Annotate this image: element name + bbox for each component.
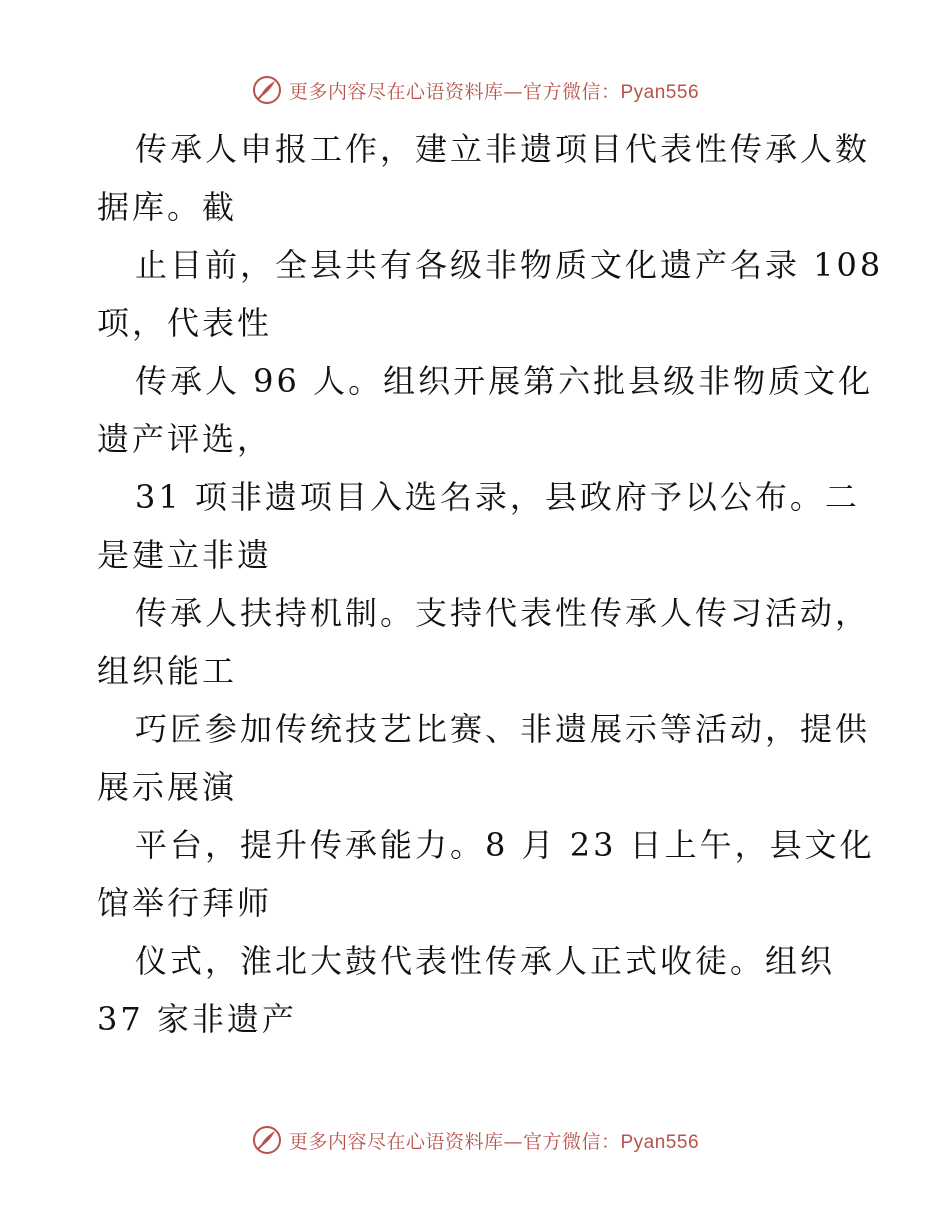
watermark-text: 更多内容尽在心语资料库—官方微信：Pyan556 [288, 1130, 700, 1153]
text-line: 传承人申报工作，建立非遗项目代表性传承人数 [135, 130, 871, 168]
text-line: 项，代表性 [97, 304, 273, 342]
text-line: 遗产评选， [97, 420, 273, 458]
text-line: 是建立非遗 [97, 536, 273, 574]
text-line: 馆举行拜师 [97, 884, 273, 922]
text-line: 平台，提升传承能力。8 月 23 日上午，县文化 [135, 826, 875, 864]
text-line: 传承人扶持机制。支持代表性传承人传习活动， [135, 594, 871, 632]
header-watermark [0, 72, 950, 108]
text-line: 据库。截 [97, 188, 238, 226]
text-line: 展示展演 [97, 768, 238, 806]
text-line: 止目前，全县共有各级非物质文化遗产名录 108 [135, 246, 884, 284]
text-line: 巧匠参加传统技艺比赛、非遗展示等活动，提供 [135, 710, 871, 748]
feather-pen-logo-icon [251, 74, 283, 106]
feather-pen-logo-icon [251, 1124, 283, 1156]
text-line: 传承人 96 人。组织开展第六批县级非物质文化 [135, 362, 874, 400]
text-line: 组织能工 [97, 652, 238, 690]
text-line: 37 家非遗产 [97, 1000, 297, 1038]
watermark-text: 更多内容尽在心语资料库—官方微信：Pyan556 [288, 80, 700, 103]
text-line: 31 项非遗项目入选名录，县政府予以公布。二 [135, 478, 860, 516]
text-line: 仪式，淮北大鼓代表性传承人正式收徒。组织 [135, 942, 836, 980]
footer-watermark [0, 1122, 950, 1158]
